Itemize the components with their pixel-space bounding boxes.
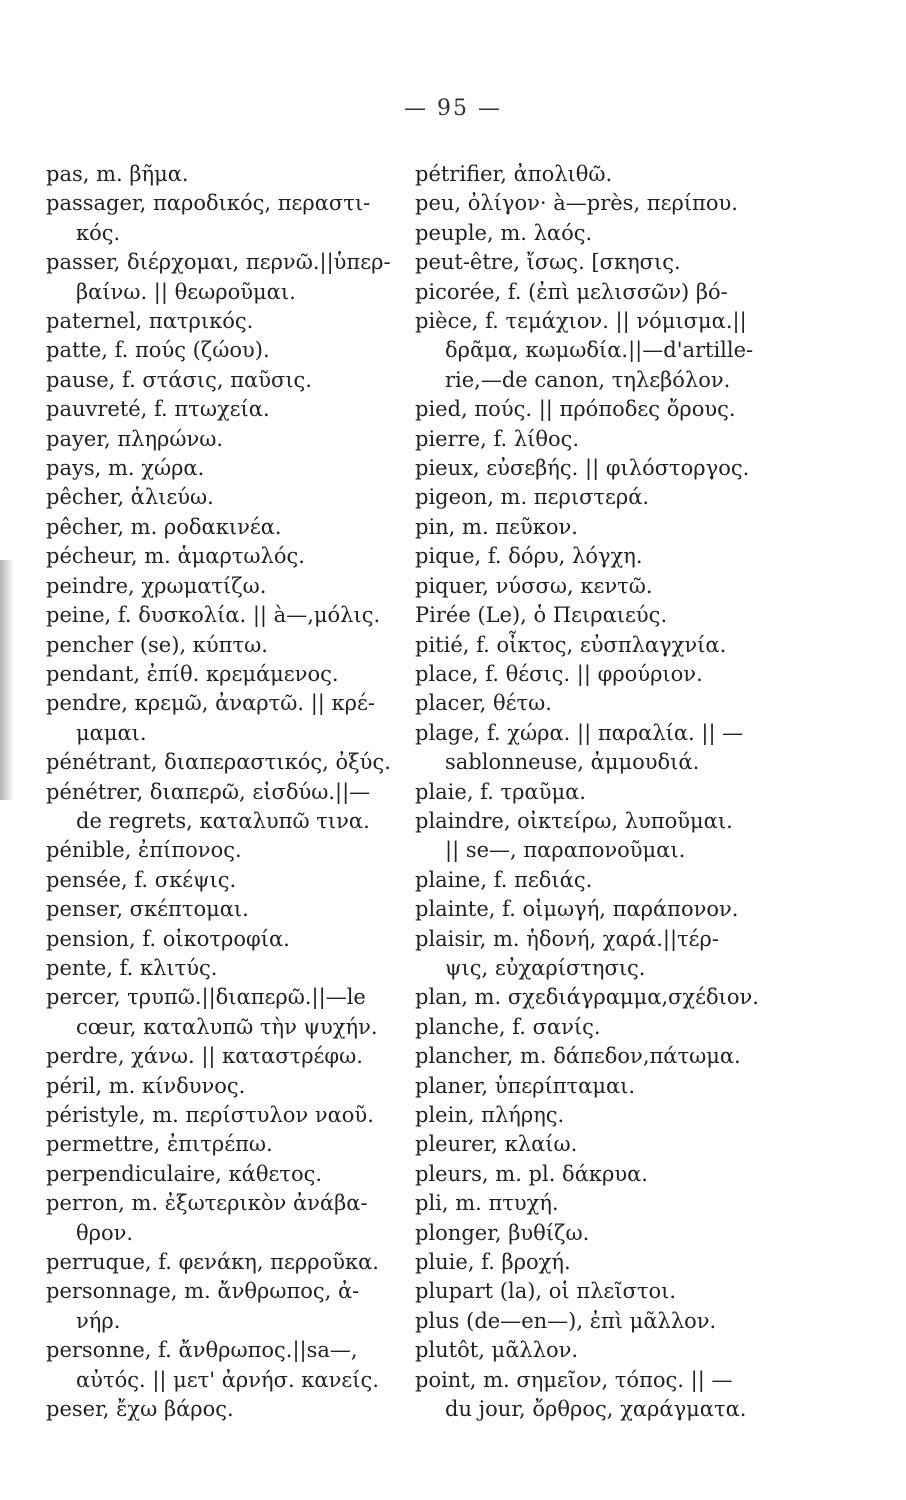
dictionary-line: péril, m. κίνδυνος. bbox=[46, 1073, 246, 1098]
dictionary-line: péristyle, m. περίστυλον ναοῦ. bbox=[46, 1103, 374, 1127]
dictionary-line: passager, παροδικός, περαστι- bbox=[46, 191, 371, 216]
dictionary-line: rie,—de canon, τηλεβόλον. bbox=[445, 367, 731, 392]
dictionary-line: plaisir, m. ἡδονή, χαρά.||τέρ- bbox=[415, 926, 719, 951]
dictionary-line: αὐτός. || μετ' ἀρνήσ. κανείς. bbox=[76, 1367, 379, 1392]
dictionary-line: pénible, ἐπίπονος. bbox=[46, 838, 242, 863]
dictionary-line: μαμαι. bbox=[76, 720, 147, 745]
dictionary-line: pétrifier, ἀπολιθῶ. bbox=[415, 162, 613, 186]
dictionary-line: pièce, f. τεμάχιον. || νόμισμα.|| bbox=[415, 309, 747, 334]
dictionary-line: pendant, ἐπίθ. κρεμάμενος. bbox=[46, 661, 339, 686]
scan-shadow bbox=[0, 560, 14, 800]
dictionary-line: pendre, κρεμῶ, ἀναρτῶ. || κρέ- bbox=[46, 691, 375, 716]
dictionary-line: plaindre, οἰκτείρω, λυποῦμαι. bbox=[415, 808, 733, 833]
dictionary-line: || se—, παραπονοῦμαι. bbox=[445, 838, 686, 863]
dictionary-line: de regrets, καταλυπῶ τινα. bbox=[76, 808, 370, 833]
dictionary-line: plainte, f. οἰμωγή, παράπονον. bbox=[415, 897, 739, 922]
dictionary-line: plutôt, μᾶλλον. bbox=[415, 1338, 579, 1363]
dictionary-line: peine, f. δυσκολία. || à—,μόλις. bbox=[46, 603, 381, 628]
dictionary-line: ψις, εὐχαρίστησις. bbox=[445, 955, 646, 980]
dictionary-line: planer, ὑπερίπταμαι. bbox=[415, 1073, 636, 1098]
dictionary-line: pencher (se), κύπτω. bbox=[46, 632, 268, 657]
dictionary-line: βαίνω. || θεωροῦμαι. bbox=[76, 279, 296, 304]
dictionary-line: personnage, m. ἄνθρωπος, ἀ- bbox=[46, 1279, 360, 1304]
dictionary-line: permettre, ἐπιτρέπω. bbox=[46, 1132, 273, 1157]
dictionary-line: passer, διέρχομαι, περνῶ.||ὑπερ- bbox=[46, 250, 391, 275]
dictionary-line: pays, m. χώρα. bbox=[46, 456, 205, 481]
dictionary-line: pas, m. βῆμα. bbox=[46, 162, 189, 186]
dictionary-line: pause, f. στάσις, παῦσις. bbox=[46, 367, 312, 392]
dictionary-line: pique, f. δόρυ, λόγχη. bbox=[415, 544, 643, 569]
dictionary-line: plonger, βυθίζω. bbox=[415, 1220, 590, 1245]
dictionary-line: pêcher, m. ροδακινέα. bbox=[46, 514, 282, 539]
dictionary-line: plage, f. χώρα. || παραλία. || — bbox=[415, 720, 744, 745]
dictionary-line: plaine, f. πεδιάς. bbox=[415, 867, 593, 892]
page-number: — 95 — bbox=[404, 96, 502, 121]
dictionary-line: pêcher, ἁλιεύω. bbox=[46, 485, 214, 510]
dictionary-line: pli, m. πτυχή. bbox=[415, 1191, 559, 1216]
dictionary-line: plancher, m. δάπεδον,πάτωμα. bbox=[415, 1044, 741, 1069]
dictionary-line: pluie, f. βροχή. bbox=[415, 1250, 571, 1275]
dictionary-line: pierre, f. λίθος. bbox=[415, 426, 580, 451]
dictionary-line: νήρ. bbox=[76, 1308, 121, 1333]
dictionary-line: du jour, ὄρθρος, χαράγματα. bbox=[445, 1397, 747, 1422]
dictionary-line: paternel, πατρικός. bbox=[46, 309, 254, 334]
dictionary-line: patte, f. πούς (ζώου). bbox=[46, 338, 270, 363]
dictionary-line: κός. bbox=[76, 220, 121, 245]
dictionary-line: δρᾶμα, κωμωδία.||—d'artille- bbox=[445, 338, 754, 363]
dictionary-line: payer, πληρώνω. bbox=[46, 426, 224, 451]
dictionary-line: plan, m. σχεδιάγραμμα,σχέδιον. bbox=[415, 985, 759, 1010]
dictionary-line: plaie, f. τραῦμα. bbox=[415, 779, 586, 804]
dictionary-line: picorée, f. (ἐπὶ μελισσῶν) βό- bbox=[415, 279, 728, 304]
dictionary-line: point, m. σημεῖον, τόπος. || — bbox=[415, 1367, 733, 1392]
dictionary-line: pleurer, κλαίω. bbox=[415, 1132, 578, 1157]
dictionary-line: peut-être, ἴσως. [σκησις. bbox=[415, 250, 681, 275]
left-column bbox=[46, 160, 446, 1424]
dictionary-line: peu, ὀλίγον· à—près, περίπου. bbox=[415, 191, 738, 216]
dictionary-line: pigeon, m. περιστερά. bbox=[415, 485, 650, 510]
dictionary-line: pensée, f. σκέψις. bbox=[46, 867, 237, 892]
dictionary-line: placer, θέτω. bbox=[415, 691, 552, 716]
dictionary-line: penser, σκέπτομαι. bbox=[46, 897, 249, 922]
dictionary-line: planche, f. σανίς. bbox=[415, 1014, 601, 1039]
dictionary-line: plus (de—en—), ἐπὶ μᾶλλον. bbox=[415, 1308, 717, 1333]
dictionary-line: pitié, f. οἶκτος, εὐσπλαγχνία. bbox=[415, 632, 727, 657]
dictionary-line: personne, f. ἄνθρωπος.||sa—, bbox=[46, 1338, 358, 1363]
dictionary-line: peindre, χρωματίζω. bbox=[46, 573, 267, 598]
dictionary-line: sablonneuse, ἀμμουδιά. bbox=[445, 750, 700, 775]
dictionary-line: pénétrant, διαπεραστικός, ὀξύς. bbox=[46, 750, 391, 775]
dictionary-line: pin, m. πεῦκον. bbox=[415, 514, 578, 539]
dictionary-line: Pirée (Le), ὁ Πειραιεύς. bbox=[415, 603, 668, 628]
dictionary-line: perpendiculaire, κάθετος. bbox=[46, 1161, 323, 1186]
dictionary-line: perruque, f. φενάκη, περροῦκα. bbox=[46, 1250, 379, 1275]
dictionary-line: pension, f. οἰκοτροφία. bbox=[46, 926, 290, 951]
dictionary-line: pied, πούς. || πρόποδες ὄρους. bbox=[415, 397, 736, 422]
dictionary-line: percer, τρυπῶ.||διαπερῶ.||—le bbox=[46, 985, 366, 1010]
dictionary-line: perron, m. ἐξωτερικὸν ἀνάβα- bbox=[46, 1191, 368, 1216]
dictionary-line: perdre, χάνω. || καταστρέφω. bbox=[46, 1044, 363, 1069]
dictionary-line: piquer, νύσσω, κεντῶ. bbox=[415, 573, 653, 598]
dictionary-line: plein, πλήρης. bbox=[415, 1103, 565, 1127]
dictionary-line: pénétrer, διαπερῶ, εἰσδύω.||— bbox=[46, 779, 371, 804]
dictionary-line: θρον. bbox=[76, 1220, 134, 1245]
dictionary-line: pente, f. κλιτύς. bbox=[46, 955, 218, 980]
dictionary-line: pécheur, m. ἁμαρτωλός. bbox=[46, 544, 305, 569]
dictionary-line: pleurs, m. pl. δάκρυα. bbox=[415, 1161, 648, 1186]
right-column bbox=[415, 160, 805, 1424]
dictionary-line: pauvreté, f. πτωχεία. bbox=[46, 397, 270, 422]
dictionary-line: peser, ἔχω βάρος. bbox=[46, 1397, 234, 1422]
dictionary-line: pieux, εὐσεβής. || φιλόστοργος. bbox=[415, 456, 750, 481]
dictionary-line: peuple, m. λαός. bbox=[415, 220, 593, 245]
dictionary-line: place, f. θέσις. || φρούριον. bbox=[415, 661, 703, 686]
dictionary-line: cœur, καταλυπῶ τὴν ψυχήν. bbox=[76, 1014, 378, 1039]
dictionary-line: plupart (la), οἱ πλεῖστοι. bbox=[415, 1279, 677, 1304]
